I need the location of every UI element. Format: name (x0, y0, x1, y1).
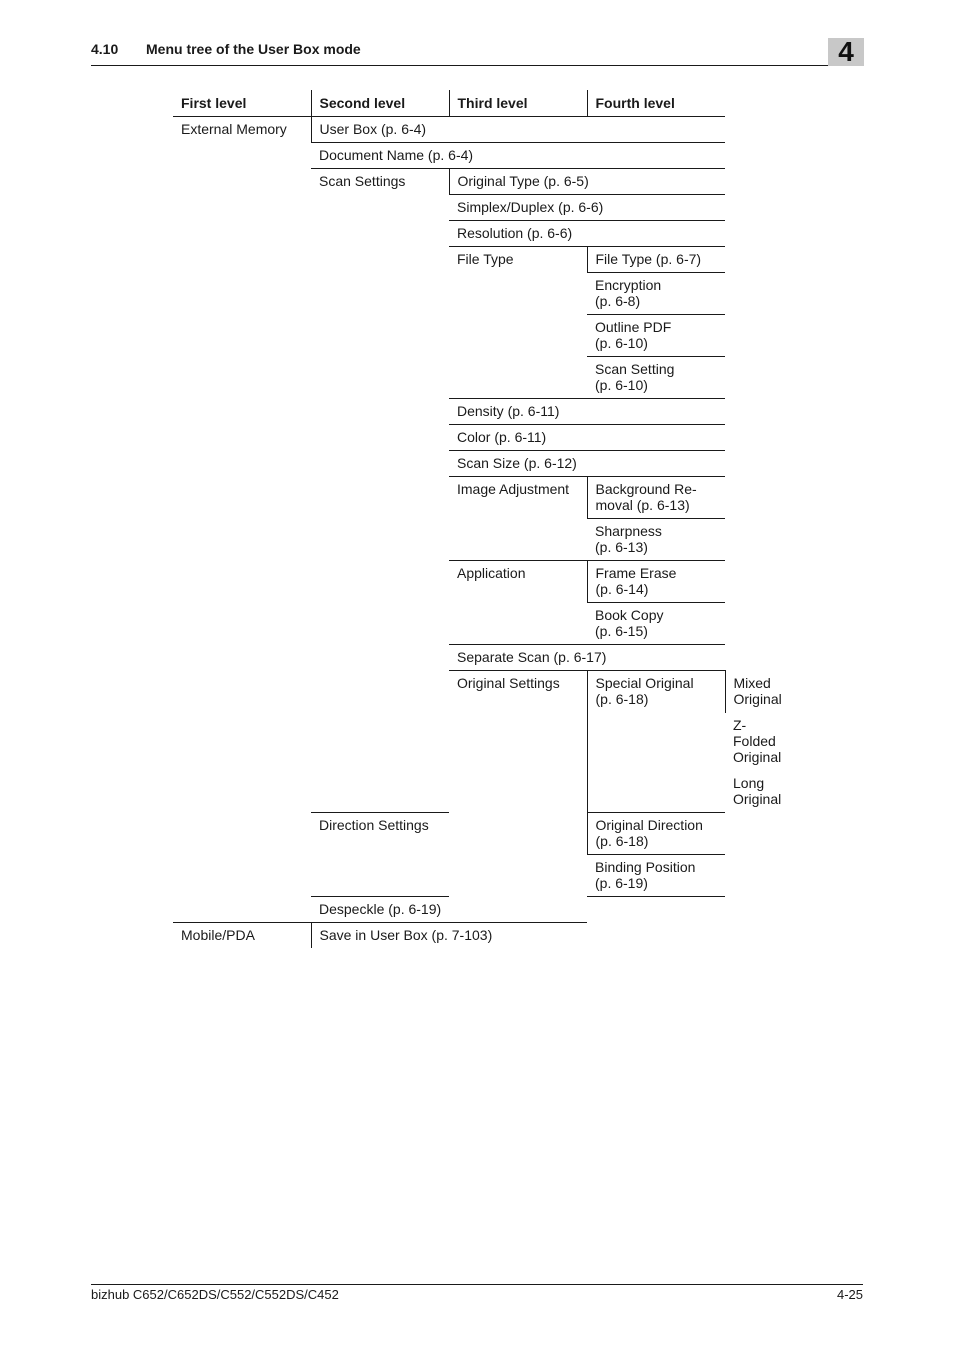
cell-line: Background Re- (595, 481, 697, 497)
cell-book-copy (587, 603, 725, 645)
menu-tree-table (173, 90, 782, 948)
table-row: Long Original (733, 774, 782, 807)
cell-line: moval (p. 6-13) (595, 497, 690, 513)
cell-external-memory: External Memory (173, 117, 311, 923)
table-row (173, 117, 725, 143)
cell-line: (p. 6-10) (595, 377, 648, 393)
header-rule (91, 65, 863, 66)
cell-original-direction (587, 812, 725, 854)
cell-special-original (587, 671, 725, 813)
cell-line: (p. 6-18) (595, 691, 649, 707)
cell-scan-settings: Scan Settings (311, 169, 449, 813)
cell-color: Color (p. 6-11) (449, 425, 725, 451)
footer-model: bizhub C652/C652DS/C552/C552DS/C452 (91, 1287, 339, 1302)
table-row: Original Settings Special Original (p. 6-18) Mixed Original (173, 671, 725, 713)
section-number: 4.10 (91, 41, 119, 57)
table-header-row (173, 90, 725, 117)
cell-despeckle: Despeckle (p. 6-19) (311, 896, 587, 922)
cell-line: Outline PDF (595, 319, 672, 335)
cell-line: Scan Setting (595, 361, 675, 377)
cell-application: Application (449, 561, 587, 645)
cell-image-adjustment: Image Adjustment (449, 477, 587, 561)
cell-line: Encryption (595, 277, 662, 293)
cell-original-settings: Original Settings (449, 671, 587, 923)
cell-line: (p. 6-15) (595, 623, 648, 639)
cell-frame-erase (587, 561, 725, 603)
cell-scan-setting (587, 357, 725, 399)
cell-original-type: Original Type (p. 6-5) (449, 169, 725, 195)
table-row (173, 922, 725, 948)
column-header-fourth-level: Fourth level (587, 90, 725, 117)
cell-line: (p. 6-19) (595, 874, 648, 891)
cell-line: Original Direction (595, 816, 703, 833)
cell-line: (p. 6-14) (595, 581, 649, 597)
column-header-third-level: Third level (449, 90, 587, 117)
cell-line: Sharpness (595, 523, 662, 539)
column-header-second-level: Second level (311, 90, 449, 117)
footer-rule (91, 1284, 863, 1285)
cell-line: (p. 6-8) (595, 293, 641, 309)
cell-direction-settings: Direction Settings (311, 812, 449, 896)
cell-density: Density (p. 6-11) (449, 399, 725, 425)
footer-page-number: 4-25 (836, 1287, 863, 1302)
cell-line: (p. 6-18) (595, 832, 649, 849)
cell-document-name: Document Name (p. 6-4) (311, 143, 725, 169)
table-row: Z-Folded Original (733, 716, 782, 765)
cell-line: (p. 6-13) (595, 539, 648, 555)
cell-resolution: Resolution (p. 6-6) (449, 221, 725, 247)
chapter-number-badge: 4 (828, 38, 864, 66)
cell-line: Book Copy (595, 607, 664, 623)
cell-save-in-user-box: Save in User Box (p. 7-103) (311, 922, 725, 948)
cell-sharpness (587, 519, 725, 561)
cell-encryption (587, 273, 725, 315)
column-header-first-level: First level (173, 90, 311, 117)
cell-line: Binding Position (595, 858, 696, 875)
cell-background-removal (587, 477, 725, 519)
cell-line: (p. 6-10) (595, 335, 648, 351)
cell-separate-scan: Separate Scan (p. 6-17) (449, 645, 725, 671)
cell-line: Frame Erase (595, 565, 677, 581)
cell-user-box: User Box (p. 6-4) (311, 117, 725, 143)
cell-mobile-pda: Mobile/PDA (181, 926, 255, 943)
cell-simplex-duplex: Simplex/Duplex (p. 6-6) (449, 195, 725, 221)
cell-line: Special Original (595, 675, 694, 691)
cell-binding-position (587, 854, 725, 896)
cell-file-type: File Type (449, 247, 587, 399)
cell-outline-pdf (587, 315, 725, 357)
cell-file-type-page: File Type (p. 6-7) (587, 247, 725, 273)
cell-scan-size: Scan Size (p. 6-12) (449, 451, 725, 477)
section-title: Menu tree of the User Box mode (146, 41, 361, 57)
